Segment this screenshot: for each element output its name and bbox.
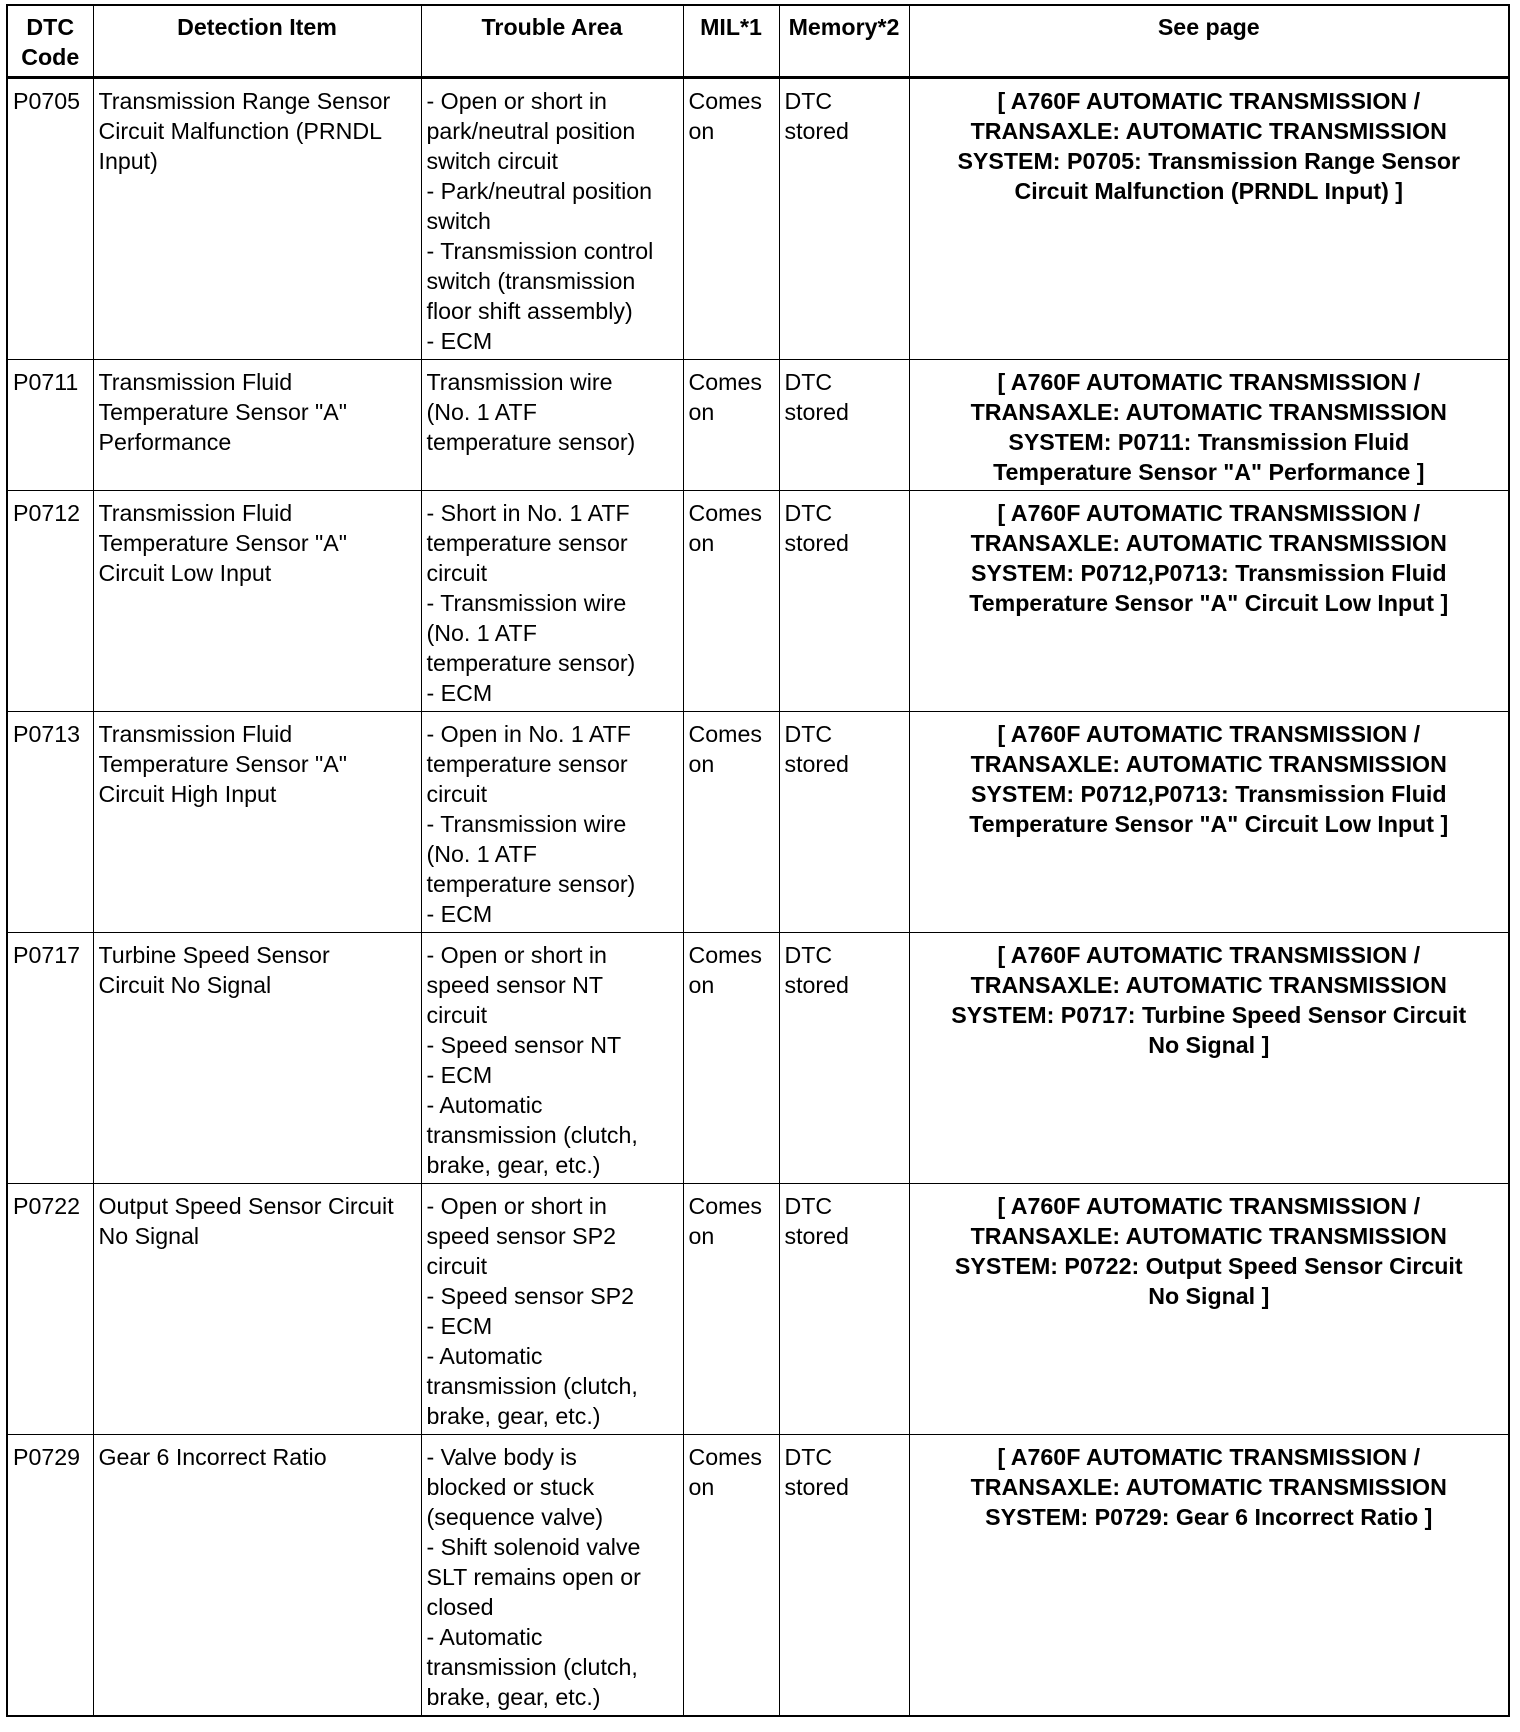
mil-line: on: [688, 530, 715, 556]
trouble-area-line: transmission (clutch,: [426, 1122, 638, 1148]
see-page-line: [ A760F AUTOMATIC TRANSMISSION /: [997, 1193, 1421, 1219]
detection-item-line: Circuit Low Input: [98, 560, 272, 586]
see-page-line: SYSTEM: P0729: Gear 6 Incorrect Ratio ]: [985, 1504, 1433, 1530]
trouble-area-line: temperature sensor): [426, 429, 636, 455]
dtc-code-cell: P0705: [7, 78, 93, 360]
mil-cell: [683, 712, 779, 933]
see-page-line: TRANSAXLE: AUTOMATIC TRANSMISSION: [970, 972, 1447, 998]
trouble-area-line: - Transmission wire: [426, 590, 627, 616]
detection-item-line: Temperature Sensor "A": [98, 399, 347, 425]
memory-line: stored: [784, 399, 849, 425]
detection-item-cell: [93, 1184, 421, 1435]
trouble-area-line: - ECM: [426, 1313, 493, 1339]
mil-line: on: [688, 399, 715, 425]
memory-line: DTC: [784, 721, 833, 747]
detection-item-line: Circuit No Signal: [98, 972, 272, 998]
trouble-area-line: temperature sensor): [426, 650, 636, 676]
see-page-line: No Signal ]: [1148, 1283, 1270, 1309]
header-mil: MIL*1: [683, 5, 779, 78]
mil-line: Comes: [688, 1193, 762, 1219]
see-page-line: SYSTEM: P0722: Output Speed Sensor Circuit: [954, 1253, 1463, 1279]
mil-line: Comes: [688, 88, 762, 114]
trouble-area-line: - Park/neutral position: [426, 178, 653, 204]
trouble-area-line: brake, gear, etc.): [426, 1152, 601, 1178]
see-page-line: Temperature Sensor "A" Performance ]: [993, 459, 1425, 485]
mil-cell: [683, 78, 779, 360]
see-page-line: SYSTEM: P0711: Transmission Fluid: [1008, 429, 1410, 455]
memory-cell: [779, 933, 909, 1184]
see-page-line: Temperature Sensor "A" Circuit Low Input ]: [969, 811, 1449, 837]
trouble-area-line: temperature sensor: [426, 751, 628, 777]
see-page-cell[interactable]: [909, 933, 1509, 1184]
header-dtc-code-line-2: Code: [21, 44, 80, 70]
trouble-area-line: - Automatic: [426, 1624, 543, 1650]
trouble-area-line: transmission (clutch,: [426, 1654, 638, 1680]
header-memory: Memory*2: [779, 5, 909, 78]
memory-line: DTC: [784, 369, 833, 395]
trouble-area-line: closed: [426, 1594, 494, 1620]
mil-line: on: [688, 751, 715, 777]
trouble-area-line: - Open or short in: [426, 88, 607, 114]
see-page-line: No Signal ]: [1148, 1032, 1270, 1058]
dtc-code-cell: P0713: [7, 712, 93, 933]
see-page-line: TRANSAXLE: AUTOMATIC TRANSMISSION: [970, 399, 1447, 425]
see-page-line: SYSTEM: P0717: Turbine Speed Sensor Circuit: [951, 1002, 1467, 1028]
detection-item-line: Turbine Speed Sensor: [98, 942, 330, 968]
dtc-code-cell: P0712: [7, 491, 93, 712]
mil-line: on: [688, 1474, 715, 1500]
detection-item-line: Output Speed Sensor Circuit: [98, 1193, 394, 1219]
see-page-line: TRANSAXLE: AUTOMATIC TRANSMISSION: [970, 751, 1447, 777]
detection-item-line: Temperature Sensor "A": [98, 530, 347, 556]
memory-line: stored: [784, 751, 849, 777]
detection-item-line: Temperature Sensor "A": [98, 751, 347, 777]
see-page-line: TRANSAXLE: AUTOMATIC TRANSMISSION: [970, 530, 1447, 556]
table-header: [7, 5, 1509, 78]
dtc-code-cell: P0722: [7, 1184, 93, 1435]
header-detection-item: Detection Item: [93, 5, 421, 78]
mil-line: on: [688, 118, 715, 144]
trouble-area-line: - Short in No. 1 ATF: [426, 500, 630, 526]
see-page-line: SYSTEM: P0705: Transmission Range Sensor: [957, 148, 1461, 174]
trouble-area-line: - ECM: [426, 901, 493, 927]
trouble-area-line: - Open or short in: [426, 942, 607, 968]
memory-cell: [779, 491, 909, 712]
see-page-cell[interactable]: [909, 360, 1509, 491]
trouble-area-line: Transmission wire: [426, 369, 613, 395]
detection-item-cell: [93, 1435, 421, 1717]
mil-line: on: [688, 1223, 715, 1249]
see-page-line: [ A760F AUTOMATIC TRANSMISSION /: [997, 721, 1421, 747]
mil-line: Comes: [688, 721, 762, 747]
mil-cell: [683, 1184, 779, 1435]
table-row: [7, 360, 1509, 491]
memory-line: DTC: [784, 500, 833, 526]
trouble-area-line: switch circuit: [426, 148, 558, 174]
see-page-cell[interactable]: [909, 78, 1509, 360]
memory-line: DTC: [784, 88, 833, 114]
memory-line: stored: [784, 118, 849, 144]
see-page-line: Circuit Malfunction (PRNDL Input) ]: [1014, 178, 1404, 204]
trouble-area-line: floor shift assembly): [426, 298, 633, 324]
trouble-area-line: - Valve body is: [426, 1444, 577, 1470]
see-page-line: [ A760F AUTOMATIC TRANSMISSION /: [997, 88, 1421, 114]
trouble-area-cell: [421, 712, 683, 933]
see-page-cell[interactable]: [909, 491, 1509, 712]
dtc-code-cell: P0717: [7, 933, 93, 1184]
see-page-line: SYSTEM: P0712,P0713: Transmission Fluid: [970, 560, 1447, 586]
trouble-area-line: brake, gear, etc.): [426, 1403, 601, 1429]
memory-line: stored: [784, 1223, 849, 1249]
mil-cell: [683, 933, 779, 1184]
trouble-area-cell: [421, 78, 683, 360]
trouble-area-line: (No. 1 ATF: [426, 399, 537, 425]
detection-item-line: Circuit High Input: [98, 781, 277, 807]
memory-cell: [779, 78, 909, 360]
trouble-area-line: - Shift solenoid valve: [426, 1534, 641, 1560]
trouble-area-line: switch: [426, 208, 491, 234]
see-page-line: [ A760F AUTOMATIC TRANSMISSION /: [997, 1444, 1421, 1470]
detection-item-cell: [93, 491, 421, 712]
trouble-area-line: temperature sensor): [426, 871, 636, 897]
header-dtc-code: [7, 5, 93, 78]
detection-item-cell: [93, 933, 421, 1184]
memory-cell: [779, 360, 909, 491]
table-body: [7, 78, 1509, 1717]
mil-cell: [683, 360, 779, 491]
trouble-area-line: circuit: [426, 560, 488, 586]
trouble-area-line: (No. 1 ATF: [426, 620, 537, 646]
detection-item-line: Input): [98, 148, 158, 174]
trouble-area-line: - ECM: [426, 680, 493, 706]
trouble-area-line: speed sensor SP2: [426, 1223, 616, 1249]
header-row: [7, 5, 1509, 78]
trouble-area-line: - Automatic: [426, 1343, 543, 1369]
mil-cell: [683, 491, 779, 712]
trouble-area-line: SLT remains open or: [426, 1564, 641, 1590]
memory-cell: [779, 712, 909, 933]
detection-item-cell: [93, 712, 421, 933]
trouble-area-line: - Automatic: [426, 1092, 543, 1118]
header-trouble-area: Trouble Area: [421, 5, 683, 78]
trouble-area-line: circuit: [426, 781, 488, 807]
see-page-line: [ A760F AUTOMATIC TRANSMISSION /: [997, 942, 1421, 968]
detection-item-line: Transmission Fluid: [98, 721, 293, 747]
trouble-area-line: (sequence valve): [426, 1504, 604, 1530]
detection-item-line: Gear 6 Incorrect Ratio: [98, 1444, 327, 1470]
detection-item-line: Transmission Range Sensor: [98, 88, 391, 114]
dtc-code-cell: P0711: [7, 360, 93, 491]
see-page-cell[interactable]: [909, 1435, 1509, 1717]
see-page-line: [ A760F AUTOMATIC TRANSMISSION /: [997, 369, 1421, 395]
header-dtc-code-line-1: DTC: [26, 14, 75, 40]
trouble-area-line: circuit: [426, 1253, 488, 1279]
detection-item-line: Circuit Malfunction (PRNDL: [98, 118, 382, 144]
trouble-area-line: - Speed sensor SP2: [426, 1283, 635, 1309]
memory-cell: [779, 1435, 909, 1717]
trouble-area-line: temperature sensor: [426, 530, 628, 556]
see-page-line: [ A760F AUTOMATIC TRANSMISSION /: [997, 500, 1421, 526]
trouble-area-line: speed sensor NT: [426, 972, 604, 998]
detection-item-line: Performance: [98, 429, 232, 455]
see-page-line: SYSTEM: P0712,P0713: Transmission Fluid: [970, 781, 1447, 807]
trouble-area-cell: [421, 491, 683, 712]
see-page-line: TRANSAXLE: AUTOMATIC TRANSMISSION: [970, 118, 1447, 144]
see-page-line: TRANSAXLE: AUTOMATIC TRANSMISSION: [970, 1223, 1447, 1249]
detection-item-line: Transmission Fluid: [98, 500, 293, 526]
memory-line: DTC: [784, 942, 833, 968]
trouble-area-line: - Transmission wire: [426, 811, 627, 837]
table-row: [7, 491, 1509, 712]
trouble-area-cell: [421, 1435, 683, 1717]
see-page-line: TRANSAXLE: AUTOMATIC TRANSMISSION: [970, 1474, 1447, 1500]
memory-line: DTC: [784, 1444, 833, 1470]
trouble-area-line: - ECM: [426, 328, 493, 354]
table-row: [7, 1435, 1509, 1717]
mil-line: Comes: [688, 942, 762, 968]
table-row: [7, 712, 1509, 933]
dtc-code-cell: P0729: [7, 1435, 93, 1717]
trouble-area-line: blocked or stuck: [426, 1474, 595, 1500]
mil-cell: [683, 1435, 779, 1717]
trouble-area-line: - ECM: [426, 1062, 493, 1088]
trouble-area-cell: [421, 933, 683, 1184]
trouble-area-line: transmission (clutch,: [426, 1373, 638, 1399]
table-row: [7, 1184, 1509, 1435]
see-page-cell[interactable]: [909, 1184, 1509, 1435]
trouble-area-cell: [421, 360, 683, 491]
see-page-cell[interactable]: [909, 712, 1509, 933]
memory-cell: [779, 1184, 909, 1435]
table-row: [7, 78, 1509, 360]
memory-line: stored: [784, 972, 849, 998]
trouble-area-line: - Open in No. 1 ATF: [426, 721, 631, 747]
mil-line: Comes: [688, 369, 762, 395]
trouble-area-line: brake, gear, etc.): [426, 1684, 601, 1710]
see-page-line: Temperature Sensor "A" Circuit Low Input ]: [969, 590, 1449, 616]
trouble-area-line: park/neutral position: [426, 118, 636, 144]
trouble-area-line: - Transmission control: [426, 238, 654, 264]
detection-item-line: No Signal: [98, 1223, 200, 1249]
trouble-area-line: (No. 1 ATF: [426, 841, 537, 867]
table-row: [7, 933, 1509, 1184]
mil-line: Comes: [688, 1444, 762, 1470]
memory-line: DTC: [784, 1193, 833, 1219]
mil-line: Comes: [688, 500, 762, 526]
mil-line: on: [688, 972, 715, 998]
dtc-table: [6, 4, 1510, 1717]
trouble-area-line: - Open or short in: [426, 1193, 607, 1219]
detection-item-cell: [93, 360, 421, 491]
memory-line: stored: [784, 530, 849, 556]
trouble-area-line: circuit: [426, 1002, 488, 1028]
trouble-area-line: switch (transmission: [426, 268, 636, 294]
trouble-area-line: - Speed sensor NT: [426, 1032, 622, 1058]
memory-line: stored: [784, 1474, 849, 1500]
header-see-page: See page: [909, 5, 1509, 78]
trouble-area-cell: [421, 1184, 683, 1435]
detection-item-line: Transmission Fluid: [98, 369, 293, 395]
detection-item-cell: [93, 78, 421, 360]
